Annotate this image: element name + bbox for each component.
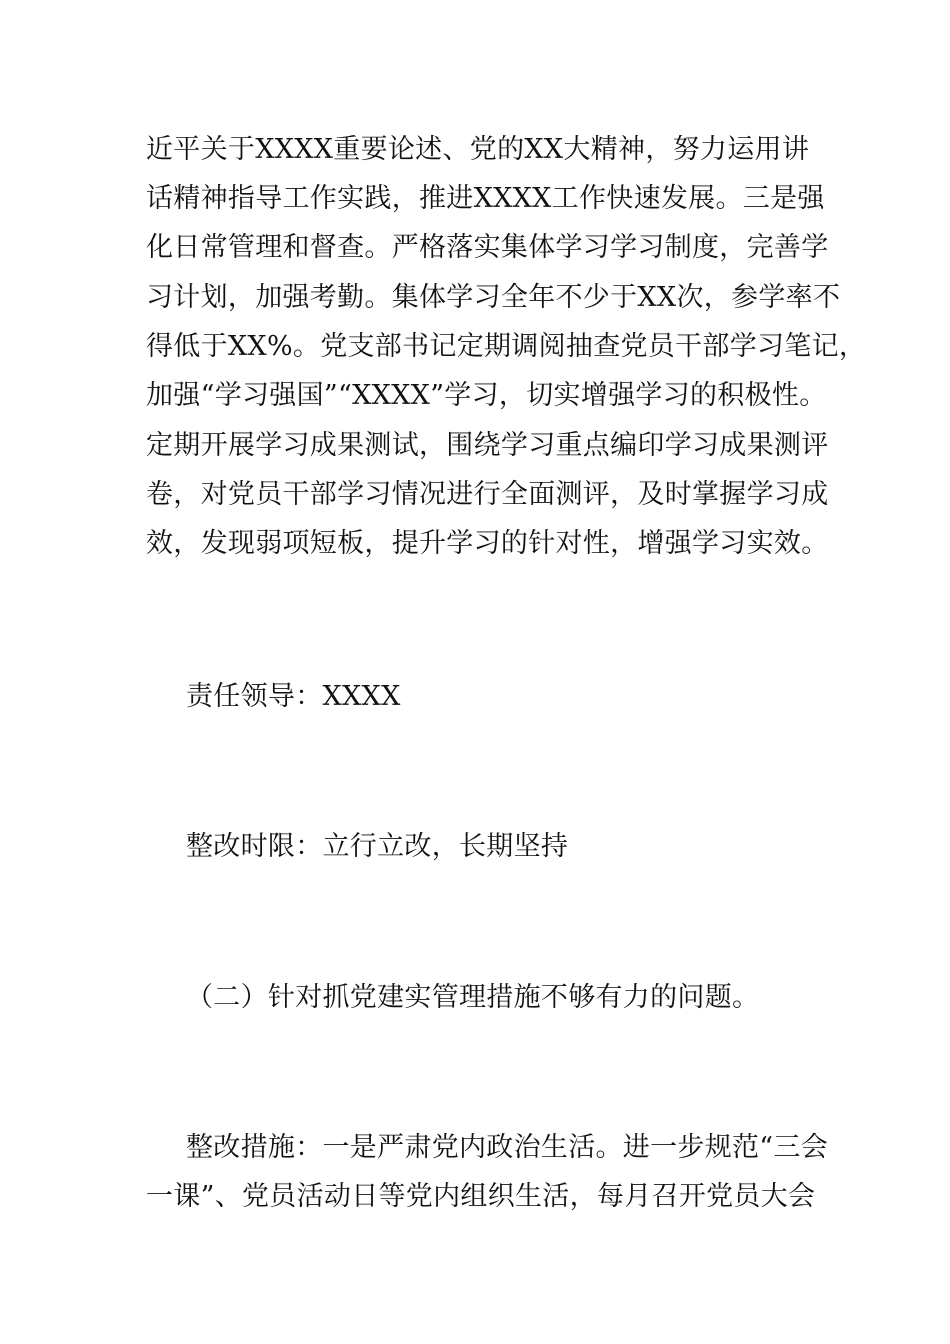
rectification-deadline: 整改时限：立行立改，长期坚持: [186, 831, 569, 862]
paragraph-line: 卷，对党员干部学习情况进行全面测评，及时掌握学习成: [146, 479, 829, 510]
paragraph-line: 定期开展学习成果测试，围绕学习重点编印学习成果测评: [146, 430, 829, 461]
paragraph-line: 话精神指导工作实践，推进XXXX工作快速发展。三是强: [146, 183, 825, 214]
paragraph-line: 一课”、党员活动日等党内组织生活，每月召开党员大会: [146, 1181, 816, 1212]
section-heading: （二）针对抓党建实管理措施不够有力的问题。: [186, 982, 760, 1013]
paragraph-line: 整改措施：一是严肃党内政治生活。进一步规范“三会: [186, 1132, 829, 1163]
paragraph-line: 加强“学习强国”“XXXX”学习，切实增强学习的积极性。: [146, 380, 827, 411]
paragraph-line: 化日常管理和督查。严格落实集体学习学习制度，完善学: [146, 232, 829, 263]
responsible-leader: 责任领导：XXXX: [186, 681, 401, 712]
paragraph-line: 得低于XX%。党支部书记定期调阅抽查党员干部学习笔记，: [146, 331, 867, 362]
paragraph-line: 习计划，加强考勤。集体学习全年不少于XX次，参学率不: [146, 282, 841, 313]
paragraph-line: 效，发现弱项短板，提升学习的针对性，增强学习实效。: [146, 528, 829, 559]
paragraph-line: 近平关于XXXX重要论述、党的XX大精神，努力运用讲: [146, 134, 810, 165]
